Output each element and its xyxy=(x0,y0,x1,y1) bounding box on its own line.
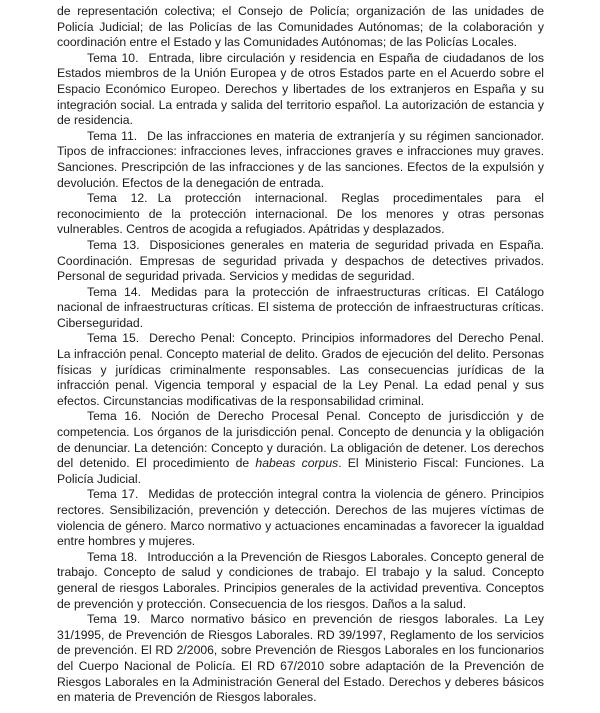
paragraph-tema-16 xyxy=(57,409,544,487)
paragraph-tema-11 xyxy=(57,129,544,191)
paragraph-tema-17 xyxy=(57,487,544,549)
paragraph-text: Noción de Derecho Procesal Penal. Concepto de jurisdicción y de competencia. Los órganos de la jurisdicción penal. Concepto de denuncia y la obligación de denunciar. La detención: Concepto y duración. La obligación de detener. Los derechos del detenido. El procedimiento de xyxy=(57,409,544,471)
tema-label: Tema 19. xyxy=(87,612,141,627)
paragraph-text: Derecho Penal: Concepto. Principios informadores del Derecho Penal. La infracción penal. Concepto material de delito. Grados de ejecución del delito. Personas físicas y jurídicas criminalmente responsables. Las consecuencias jurídicas de la infracción penal. Vigencia temporal y espacial de la Ley Penal. La edad penal y sus efectos. Circunstancias modificativas de la responsabilidad criminal. xyxy=(57,331,544,408)
tema-label: Tema 13. xyxy=(87,237,140,252)
tema-label: Tema 18. xyxy=(87,549,138,564)
paragraph-tema-19 xyxy=(57,612,544,706)
tema-label: Tema 11. xyxy=(87,128,138,143)
tema-label: Tema 17. xyxy=(87,487,139,502)
tema-label: Tema 14. xyxy=(87,284,141,299)
tema-label: Tema 16. xyxy=(87,409,142,424)
paragraph-text: Introducción a la Prevención de Riesgos Laborales. Concepto general de trabajo. Concepto de salud y condiciones de trabajo. El trabajo y la salud. Concepto general de riesgos Laborales. Principios generales de la actividad preventiva. Conceptos de prevención y protección. Consecuencia de los riesgos. Daños a la salud. xyxy=(57,549,544,611)
paragraph-tema-12 xyxy=(57,191,544,238)
tema-label: Tema 10. xyxy=(87,50,139,65)
tema-label: Tema 15. xyxy=(87,331,140,346)
paragraph-text: Disposiciones generales en materia de seguridad privada en España. Coordinación. Empresas de seguridad privada y despachos de detectives privados. Personal de seguridad privada. Servicios y medidas de seguridad. xyxy=(57,237,544,284)
paragraph-text: Medidas para la protección de infraestructuras críticas. El Catálogo nacional de infraestructuras críticas. El sistema de protección de infraestructuras críticas. Ciberseguridad. xyxy=(57,284,544,330)
tema-label: Tema 12. xyxy=(87,191,148,206)
paragraph-text: La protección internacional. Reglas procedimentales para el reconocimiento de la protección internacional. De los menores y otras personas vulnerables. Centros de acogida a refugiados. Apátridas y desplazados. xyxy=(57,191,544,237)
paragraph-text: . El Ministerio Fiscal: Funciones. La Policía Judicial. xyxy=(57,456,545,486)
paragraph-tema-18 xyxy=(57,550,544,612)
paragraph-tema-14 xyxy=(57,285,544,332)
paragraph-text: Medidas de protección integral contra la violencia de género. Principios rectores. Sensibilización, prevención y detección. Derechos de las mujeres víctimas de violencia de género. Marco normativo y actuaciones encaminadas a favorecer la igualdad entre hombres y mujeres. xyxy=(57,487,544,549)
paragraph-text: Entrada, libre circulación y residencia en España de ciudadanos de los Estados miembros de la Unión Europea y de otros Estados parte en el Acuerdo sobre el Espacio Económico Europeo. Derechos y libertades de los extranjeros en España y su integración social. La entrada y salida del territorio español. La autorización de estancia y de residencia. xyxy=(57,50,545,128)
paragraph-tema-15 xyxy=(57,331,544,409)
paragraph-tema-10 xyxy=(57,51,544,129)
paragraph-text: de representación colectiva; el Consejo de Policía; organización de las unidades de Policía Judicial; de las Policías de las Comunidades Autónomas; de la colaboración y coordinación entre el Estado y las Comunidades Autónomas; de las Policías Locales. xyxy=(57,4,544,50)
paragraph-text: De las infracciones en materia de extranjería y su régimen sancionador. Tipos de infracciones: infracciones leves, infracciones graves e infracciones muy graves. Sanciones. Prescripción de las infracciones y de las sanciones. Efectos de la expulsión y devolución. Efectos de la denegación de entrada. xyxy=(57,128,544,190)
paragraph-tema-13 xyxy=(57,238,544,285)
paragraph-text: Marco normativo básico en prevención de riesgos laborales. La Ley 31/1995, de Prevención de Riesgos Laborales. RD 39/1997, Reglamento de los servicios de prevención. El RD 2/2006, sobre Prevención de Riesgos Laborales en los funcionarios del Cuerpo Nacional de Policía. El RD 67/2010 sobre adaptación de la Prevención de Riesgos Laborales en la Administración General del Estado. Derechos y deberes básicos en materia de Prevención de Riesgos laborales. xyxy=(57,612,544,705)
paragraph-italic-term: habeas corpus xyxy=(255,456,339,471)
paragraph-continuation xyxy=(57,4,544,51)
